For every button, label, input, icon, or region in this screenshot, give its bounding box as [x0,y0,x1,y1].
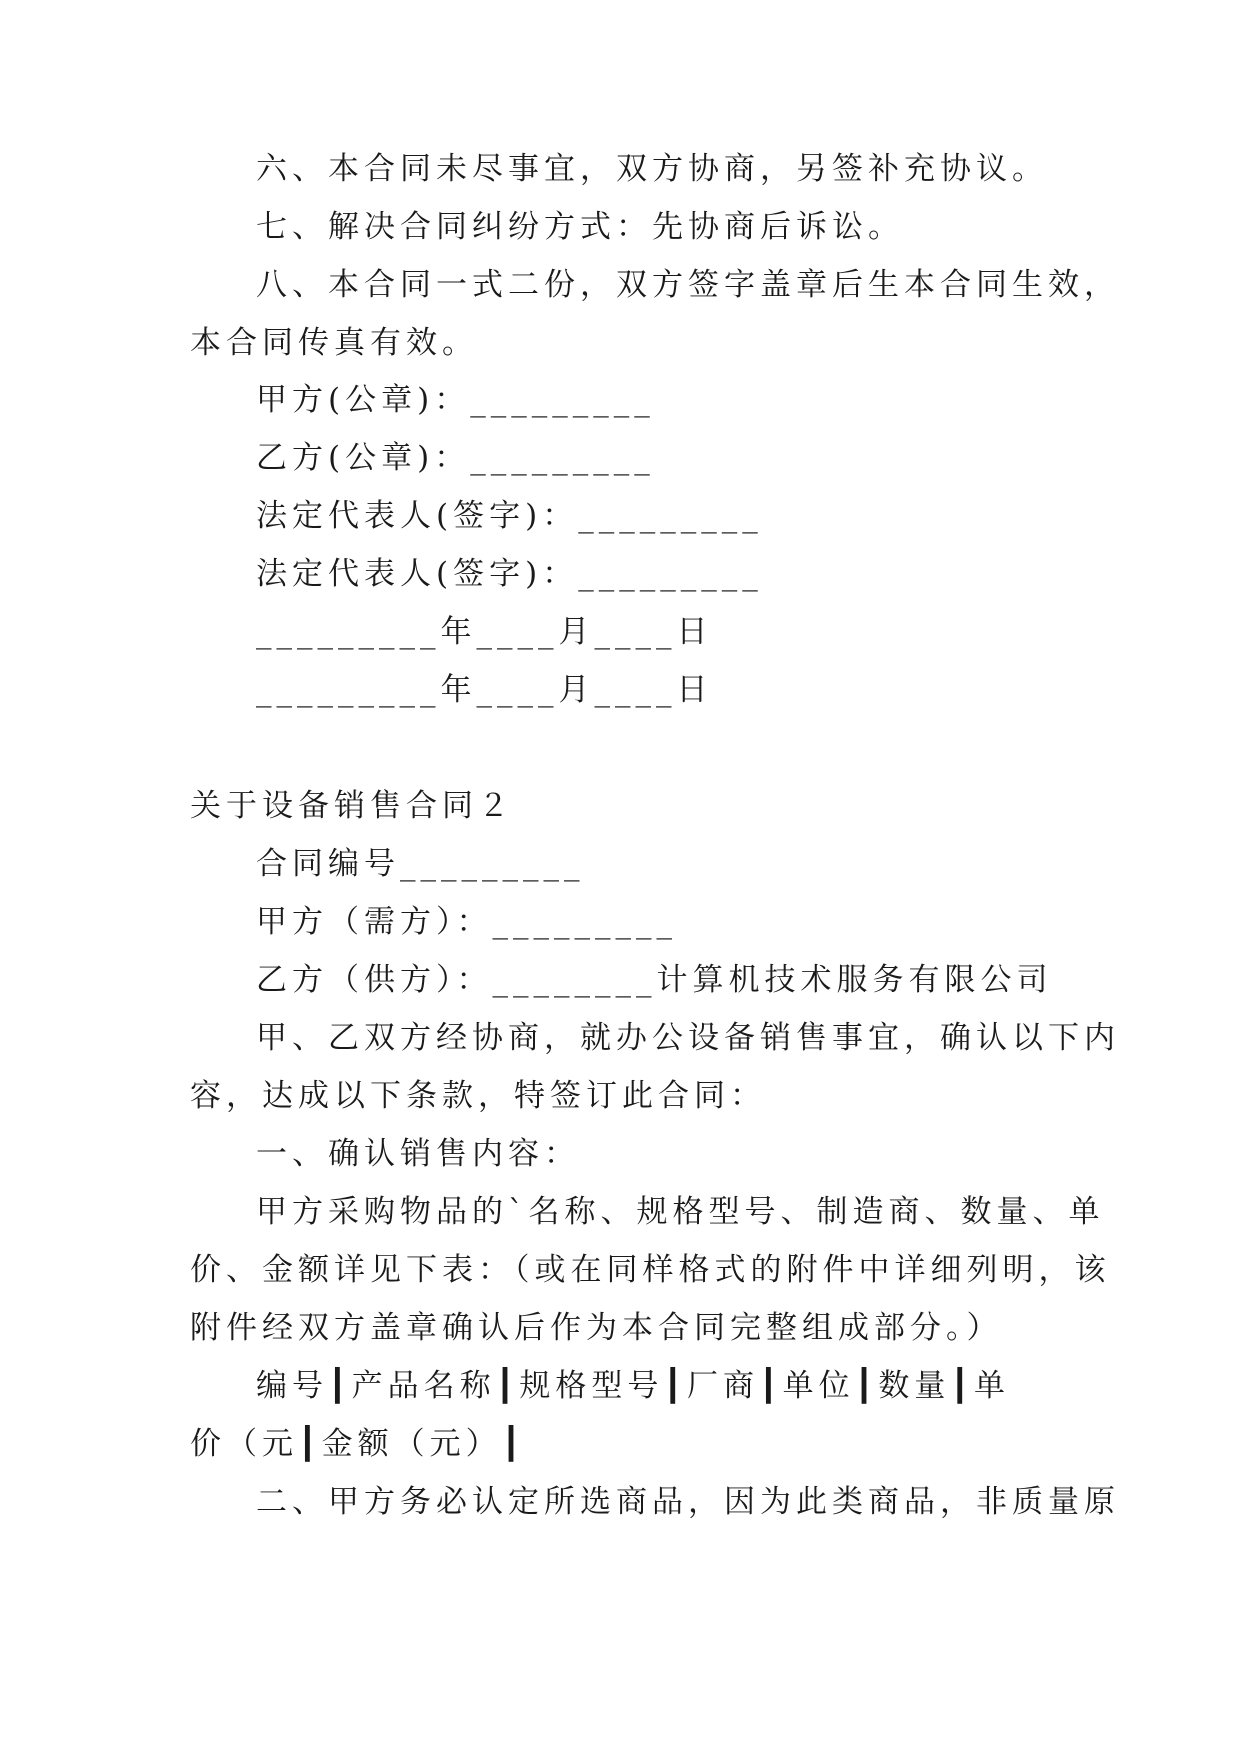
section-title: 关于设备销售合同２ [190,788,514,824]
table-header-line-2: 价（元┃金额（元）┃ [190,1426,526,1462]
party-b-supplier-line: 乙方（供方）：________计算机技术服务有限公司 [256,962,1053,998]
legal-rep-signature-line-2: 法定代表人(签字)：_________ [256,556,763,592]
clause-six: 六、本合同未尽事宜，双方协商，另签补充协议。 [256,151,1048,187]
clause-one-line-2: 价、金额详见下表：（或在同样格式的附件中详细列明，该 [190,1252,1111,1288]
clause-one-heading: 一、确认销售内容： [256,1136,580,1172]
clause-seven: 七、解决合同纠纷方式：先协商后诉讼。 [256,209,904,245]
clause-eight: 八、本合同一式二份，双方签字盖章后生本合同生效， [256,267,1120,303]
preamble-line-1: 甲、乙双方经协商，就办公设备销售事宜，确认以下内 [256,1020,1120,1056]
clause-one-line-1: 甲方采购物品的`名称、规格型号、制造商、数量、单 [256,1194,1105,1230]
clause-one-line-3: 附件经双方盖章确认后作为本合同完整组成部分。） [190,1310,1003,1346]
clause-eight-continued: 本合同传真有效。 [190,325,478,361]
legal-rep-signature-line-1: 法定代表人(签字)：_________ [256,498,763,534]
contract-number-line: 合同编号_________ [256,846,585,882]
party-b-seal-line: 乙方(公章)：_________ [256,440,655,476]
table-header-line-1: 编号┃产品名称┃规格型号┃厂商┃单位┃数量┃单 [256,1368,1010,1404]
date-line-2: _________年____月____日 [256,672,713,708]
party-a-buyer-line: 甲方（需方）：_________ [256,904,677,940]
preamble-line-2: 容，达成以下条款，特签订此合同： [190,1078,766,1114]
clause-two-line-1: 二、甲方务必认定所选商品，因为此类商品，非质量原 [256,1484,1120,1520]
date-line-1: _________年____月____日 [256,614,713,650]
party-a-seal-line: 甲方(公章)：_________ [256,382,655,418]
